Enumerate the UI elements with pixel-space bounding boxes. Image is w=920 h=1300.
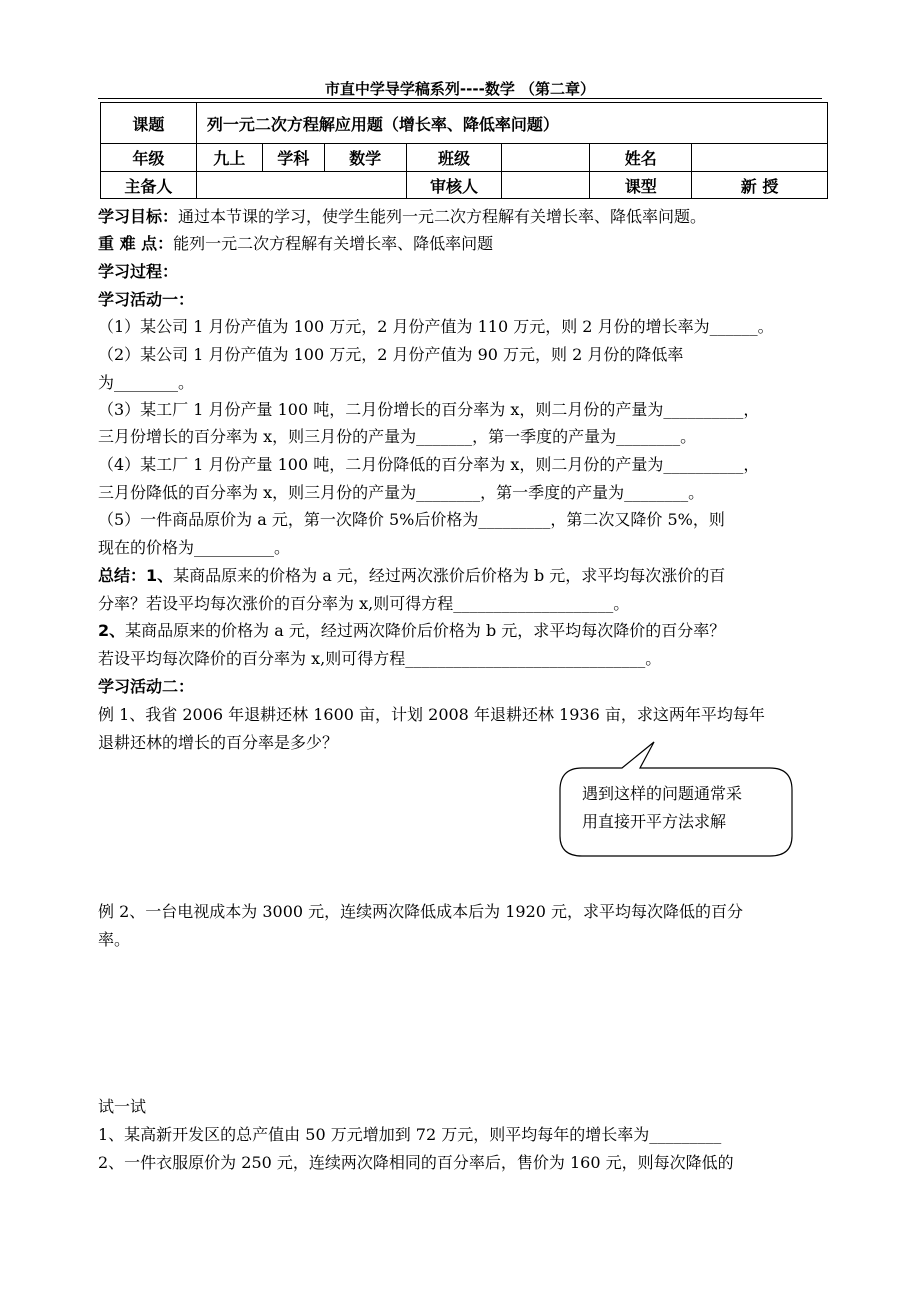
keypoints-line [98,233,838,255]
objectives-line [98,206,838,228]
summary-line-4: 若设平均每次降价的百分率为 x,则可得方程______________________________。 [98,649,662,668]
table-row [101,144,828,172]
class-value[interactable] [502,144,590,172]
table-row [101,172,828,199]
table-row [101,103,828,144]
callout-line-1: 遇到这样的问题通常采 [582,784,743,803]
callout-text [582,780,792,836]
lesson-type-value: 新 授 [692,172,828,199]
keypoints-text: 能列一元二次方程解有关增长率、降低率问题 [173,234,494,253]
question-5-line-1: （5）一件商品原价为 a 元，第一次降价 5%后价格为_________，第二次又降价 5%，则 [98,510,725,529]
question-1: （1）某公司 1 月份产值为 100 万元，2 月份产值为 110 万元，则 2 月份的增长率为______。 [98,317,774,336]
author-value [196,172,406,199]
question-5-line-2: 现在的价格为__________。 [98,538,291,557]
summary-line-2: 分率？若设平均每次涨价的百分率为 x,则可得方程____________________。 [98,594,630,613]
grade-value: 九上 [196,144,262,172]
try-heading: 试一试 [98,1097,147,1116]
header-rule [98,98,822,99]
question-3-line-1: （3）某工厂 1 月份产量 100 吨，二月份增长的百分率为 x，则二月份的产量为__________， [98,400,760,419]
question-4-line-1: （4）某工厂 1 月份产量 100 吨，二月份降低的百分率为 x，则二月份的产量为__________， [98,455,760,474]
activity2-heading: 学习活动二： [98,677,195,696]
example-2-line-1: 例 2、一台电视成本为 3000 元，连续两次降低成本后为 1920 元，求平均每次降低的百分 [98,902,744,921]
hint-callout [556,740,796,860]
callout-line-2: 用直接开平方法求解 [582,812,727,831]
example-2-line-2: 率。 [98,930,131,949]
activity1-heading: 学习活动一： [98,290,195,309]
topic-value: 列一元二次方程解应用题（增长率、降低率问题） [196,103,827,144]
grade-label: 年级 [101,144,197,172]
summary-line-3 [98,620,838,642]
author-label: 主备人 [101,172,197,199]
reviewer-value [502,172,590,199]
lesson-type-label: 课型 [590,172,692,199]
question-2-line-2: 为________。 [98,373,195,392]
name-label: 姓名 [590,144,692,172]
name-value[interactable] [692,144,828,172]
summary-2-number: 2、 [98,621,126,640]
example-1-line-2: 退耕还林的增长的百分率是多少？ [98,733,339,752]
info-table [100,102,828,199]
try-question-1: 1、某高新开发区的总产值由 50 万元增加到 72 万元，则平均每年的增长率为_________ [98,1125,722,1144]
class-label: 班级 [406,144,502,172]
process-heading: 学习过程： [98,262,179,281]
summary-line-1 [98,565,838,587]
subject-value: 数学 [324,144,406,172]
question-4-line-2: 三月份降低的百分率为 x，则三月份的产量为________，第一季度的产量为________。 [98,483,705,502]
example-1-line-1: 例 1、我省 2006 年退耕还林 1600 亩，计划 2008 年退耕还林 1936 亩，求这两年平均每年 [98,705,765,724]
try-question-2: 2、一件衣服原价为 250 元，连续两次降相同的百分率后，售价为 160 元，则每次降低的 [98,1153,734,1172]
question-2-line-1: （2）某公司 1 月份产值为 100 万元，2 月份产值为 90 万元，则 2 月份的降低率 [98,345,684,364]
summary-1-text: 某商品原来的价格为 a 元，经过两次涨价后价格为 b 元，求平均每次涨价的百 [173,566,726,585]
question-3-line-2: 三月份增长的百分率为 x，则三月份的产量为_______，第一季度的产量为________。 [98,427,697,446]
header-title: 市直中学导学稿系列----数学 （第二章） [324,80,596,98]
keypoints-label: 重 难 点： [98,234,174,253]
reviewer-label: 审核人 [406,172,502,199]
objectives-text: 通过本节课的学习，使学生能列一元二次方程解有关增长率、降低率问题。 [178,207,707,226]
topic-label: 课题 [101,103,197,144]
subject-label: 学科 [262,144,324,172]
summary-label: 总结：1、 [98,566,174,585]
objectives-label: 学习目标： [98,207,179,226]
summary-2-text: 某商品原来的价格为 a 元，经过两次降价后价格为 b 元，求平均每次降价的百分率？ [125,621,726,640]
